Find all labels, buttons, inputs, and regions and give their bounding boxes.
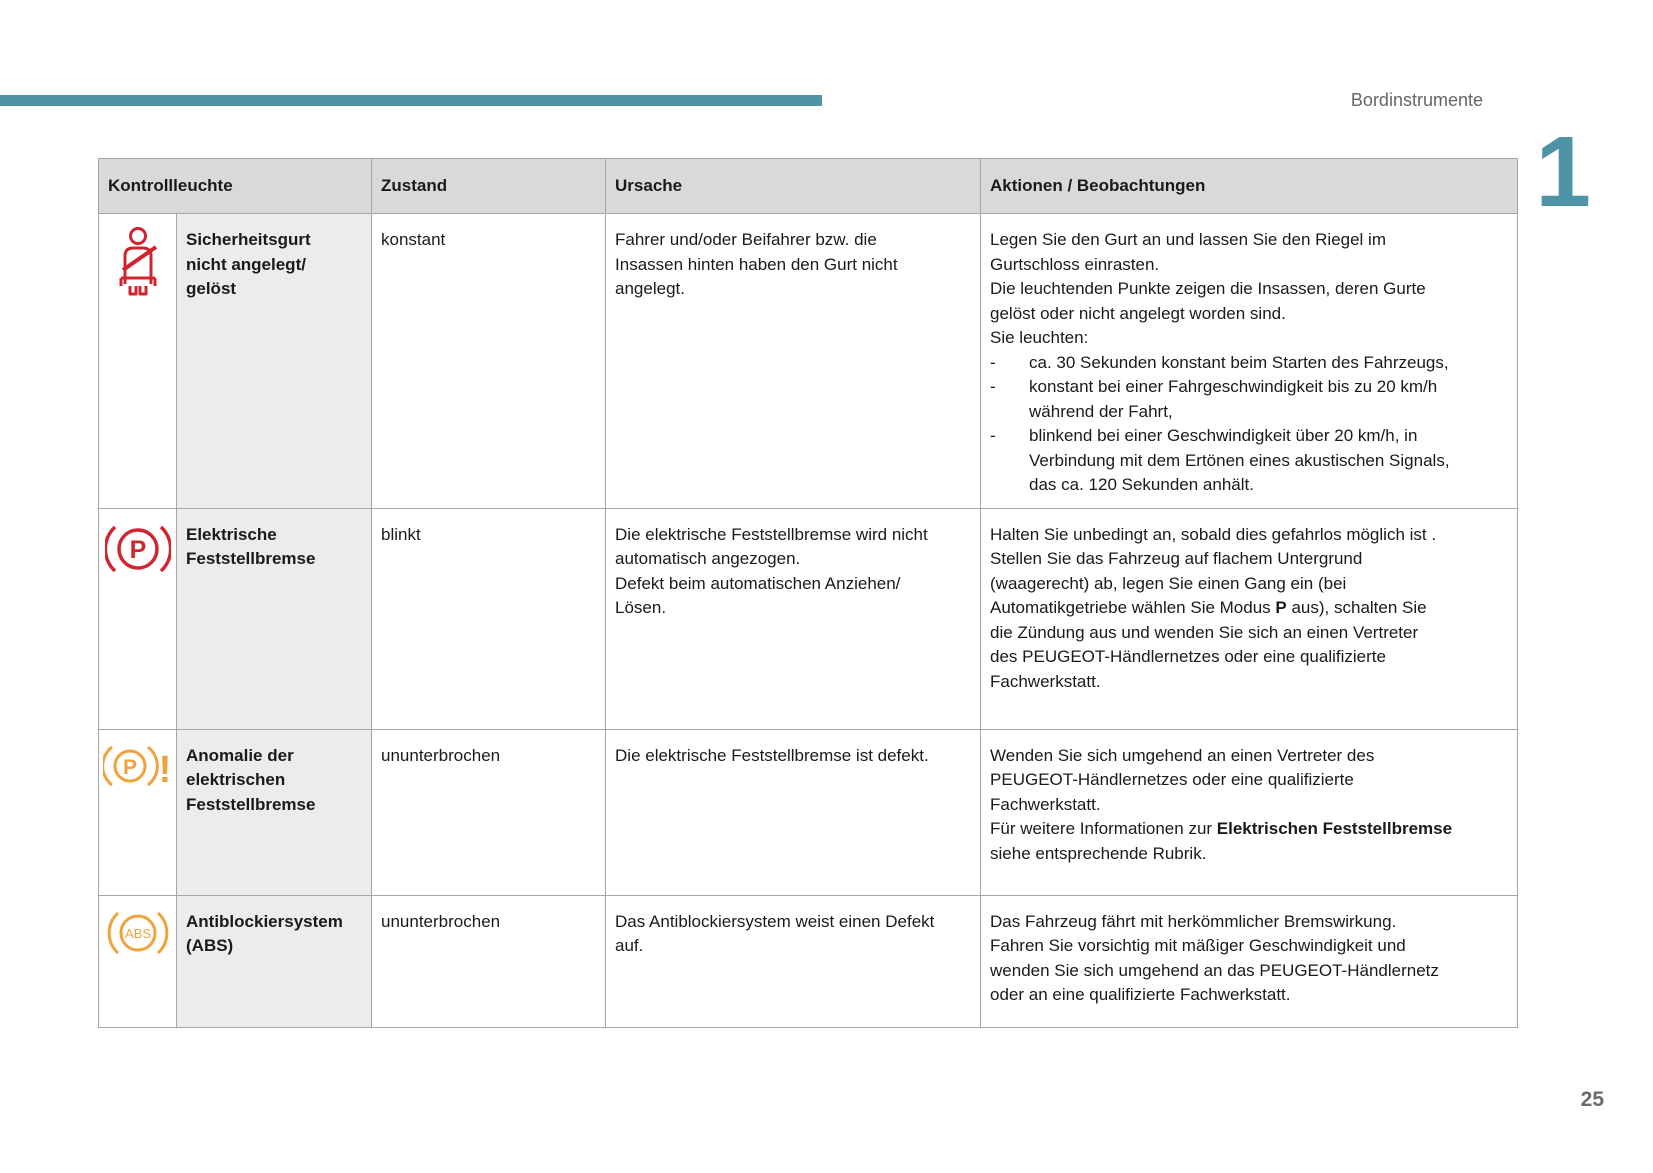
action-text: aus), schalten Sie xyxy=(1286,598,1427,617)
cause-line: angelegt. xyxy=(615,279,685,298)
parking-brake-icon xyxy=(105,521,171,577)
bullet-dash: - xyxy=(990,352,996,372)
warning-name-line: Sicherheitsgurt xyxy=(186,230,311,249)
cause-line: auf. xyxy=(615,936,644,955)
parking-brake-letter: P xyxy=(129,535,146,564)
header-accent-bar xyxy=(0,95,822,106)
action-line: gelöst oder nicht angelegt worden sind. xyxy=(990,303,1286,323)
cause-line: Fahrer und/oder Beifahrer bzw. die xyxy=(615,230,877,249)
column-header-warning-light: Kontrollleuchte xyxy=(99,159,372,214)
warning-name-cell xyxy=(177,214,372,509)
warning-name-line: Anomalie der xyxy=(186,745,294,765)
cause-line: Das Antiblockiersystem weist einen Defekt xyxy=(615,911,935,931)
parking-brake-fault-letter: P xyxy=(122,755,138,779)
page-number: 25 xyxy=(1580,1088,1604,1111)
table-header-row xyxy=(99,159,1518,214)
table-row xyxy=(99,508,1518,729)
state-cell: ununterbrochen xyxy=(372,895,606,1027)
bullet-line: blinkend bei einer Geschwindigkeit über 20 km/h, in xyxy=(1029,426,1418,445)
actions-cell xyxy=(981,214,1518,509)
bullet-dash: - xyxy=(990,377,996,396)
section-title: Bordinstrumente xyxy=(1350,90,1483,110)
warning-name-cell xyxy=(177,895,372,1027)
action-line: PEUGEOT-Händlernetzes oder eine qualifizierte xyxy=(990,770,1354,789)
actions-cell xyxy=(981,895,1518,1027)
action-line: Wenden Sie sich umgehend an einen Vertreter des xyxy=(990,745,1375,765)
warning-name-line: Elektrische xyxy=(186,524,277,544)
icon-cell xyxy=(99,214,177,509)
action-line: Fachwerkstatt. xyxy=(990,671,1101,691)
action-line: Gurtschloss einrasten. xyxy=(990,254,1160,274)
bullet-item xyxy=(990,424,1508,498)
icon-cell xyxy=(99,895,177,1027)
action-text: Für weitere Informationen zur xyxy=(990,819,1217,838)
action-line: des PEUGEOT-Händlernetzes oder eine qualifizierte xyxy=(990,647,1386,666)
action-line xyxy=(990,817,1508,842)
chapter-number: 1 xyxy=(1535,116,1591,228)
action-line: Sie leuchten: xyxy=(990,328,1089,347)
action-line: Fachwerkstatt. xyxy=(990,794,1101,814)
action-line: Legen Sie den Gurt an und lassen Sie den Riegel im xyxy=(990,230,1386,249)
cause-cell xyxy=(606,508,981,729)
state-cell: konstant xyxy=(372,214,606,509)
table-row xyxy=(99,214,1518,509)
cause-line: Defekt beim automatischen Anziehen/ xyxy=(615,573,901,593)
action-line: Stellen Sie das Fahrzeug auf flachem Untergrund xyxy=(990,549,1363,568)
cause-line: Insassen hinten haben den Gurt nicht xyxy=(615,254,898,274)
seatbelt-warning-icon xyxy=(116,226,160,298)
action-line: Fahren Sie vorsichtig mit mäßiger Geschwindigkeit und xyxy=(990,936,1406,955)
action-line: wenden Sie sich umgehend an das PEUGEOT-Händlernetz xyxy=(990,960,1439,980)
action-emphasis: Elektrischen Feststellbremse xyxy=(1216,819,1453,838)
cause-cell xyxy=(606,895,981,1027)
exclamation-mark: ! xyxy=(158,748,172,790)
cause-line: Die elektrische Feststellbremse wird nicht xyxy=(615,524,928,544)
table-row xyxy=(99,895,1518,1027)
warning-name-cell xyxy=(177,729,372,895)
warning-name-line: nicht angelegt/ xyxy=(186,254,306,274)
parking-brake-fault-icon xyxy=(103,742,173,790)
cause-cell xyxy=(606,214,981,509)
warning-name-line: elektrischen xyxy=(186,770,286,789)
warning-lights-table xyxy=(98,158,1518,1028)
bullet-dash: - xyxy=(990,426,996,445)
actions-cell xyxy=(981,729,1518,895)
action-line: (waagerecht) ab, legen Sie einen Gang ein (bei xyxy=(990,573,1347,593)
warning-name-cell xyxy=(177,508,372,729)
actions-cell xyxy=(981,508,1518,729)
abs-warning-icon xyxy=(107,908,169,958)
action-line: Halten Sie unbedingt an, sobald dies gefahrlos möglich ist . xyxy=(990,524,1437,544)
bullet-line: ca. 30 Sekunden konstant beim Starten des Fahrzeugs, xyxy=(1029,352,1449,372)
action-line xyxy=(990,596,1508,621)
table-row xyxy=(99,729,1518,895)
action-line: siehe entsprechende Rubrik. xyxy=(990,843,1207,863)
warning-name-line: Feststellbremse xyxy=(186,794,316,814)
cause-cell xyxy=(606,729,981,895)
warning-name-line: gelöst xyxy=(186,279,237,298)
action-text: Automatikgetriebe wählen Sie Modus xyxy=(990,598,1276,617)
action-line: oder an eine qualifizierte Fachwerkstatt. xyxy=(990,985,1291,1004)
warning-name-line: (ABS) xyxy=(186,936,234,955)
action-line: Die leuchtenden Punkte zeigen die Insassen, deren Gurte xyxy=(990,279,1426,298)
state-cell: blinkt xyxy=(372,508,606,729)
bullet-line: während der Fahrt, xyxy=(1029,401,1173,421)
column-header-state: Zustand xyxy=(372,159,606,214)
state-cell: ununterbrochen xyxy=(372,729,606,895)
action-emphasis: P xyxy=(1275,598,1287,617)
column-header-cause: Ursache xyxy=(606,159,981,214)
cause-line: Lösen. xyxy=(615,598,667,617)
action-line: Das Fahrzeug fährt mit herkömmlicher Bremswirkung. xyxy=(990,911,1397,931)
bullet-line: konstant bei einer Fahrgeschwindigkeit bis zu 20 km/h xyxy=(1029,377,1438,396)
icon-cell xyxy=(99,729,177,895)
bullet-line: das ca. 120 Sekunden anhält. xyxy=(1029,475,1254,494)
column-header-actions: Aktionen / Beobachtungen xyxy=(981,159,1518,214)
cause-line: Die elektrische Feststellbremse ist defekt. xyxy=(615,745,929,765)
warning-name-line: Feststellbremse xyxy=(186,549,316,568)
icon-cell xyxy=(99,508,177,729)
bullet-item xyxy=(990,351,1508,376)
cause-line: automatisch angezogen. xyxy=(615,549,801,568)
action-line: die Zündung aus und wenden Sie sich an einen Vertreter xyxy=(990,622,1419,642)
bullet-line: Verbindung mit dem Ertönen eines akustischen Signals, xyxy=(1029,450,1450,470)
bullet-item xyxy=(990,375,1508,424)
warning-name-line: Antiblockiersystem xyxy=(186,911,343,931)
abs-label: ABS xyxy=(124,925,151,941)
